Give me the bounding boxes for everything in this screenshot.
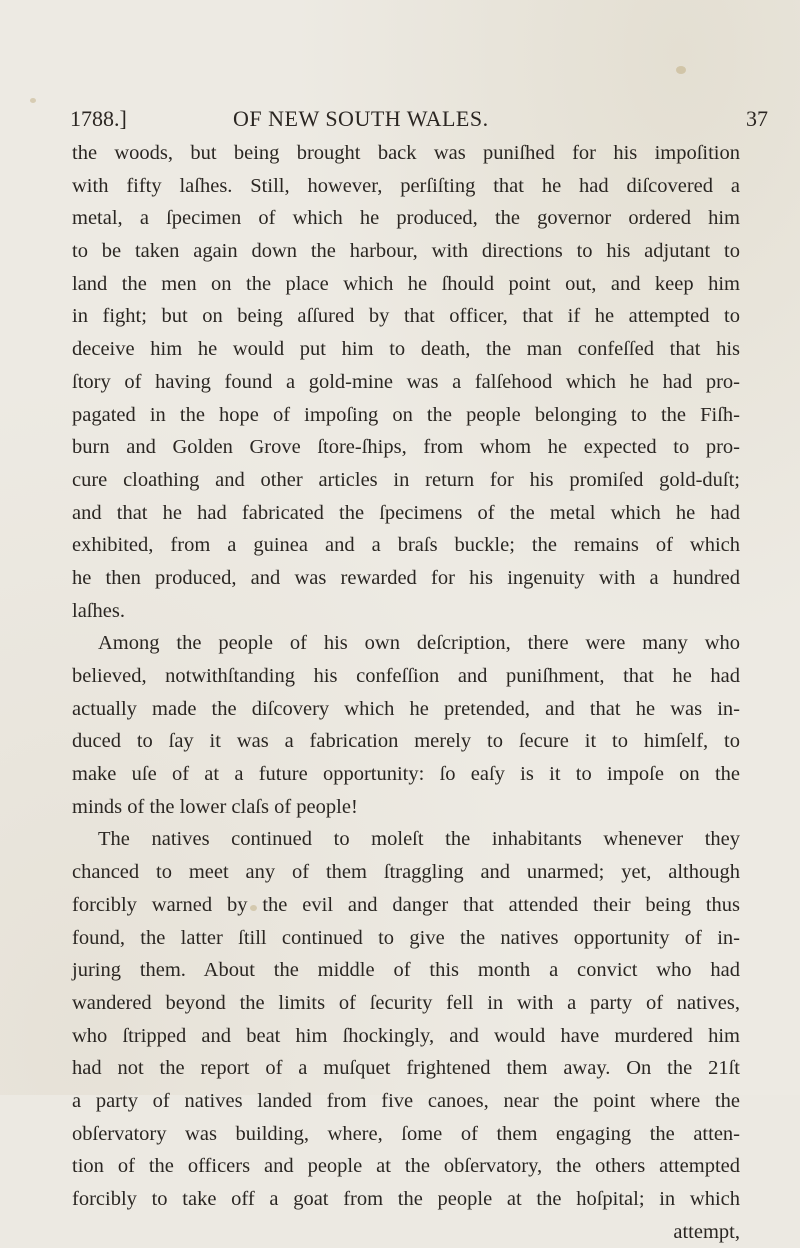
text-line: actually made the diſcovery which he pretended, and that he was in- (72, 697, 740, 720)
text-line: believed, notwithſtanding his confeſſion and puniſhment, that he had (72, 665, 740, 687)
header-year: 1788.] (70, 106, 127, 131)
text-line: juring them. About the middle of this month a convict who had (72, 959, 740, 982)
text-line: burn and Golden Grove ſtore-ſhips, from whom he expected to pro- (72, 436, 740, 459)
catchword: attempt, (673, 1220, 740, 1243)
text-line: in fight; but on being aſſured by that officer, that if he attempted to (72, 305, 740, 328)
text-line: laſhes. (72, 599, 125, 622)
text-line: minds of the lower claſs of people! (72, 795, 358, 818)
text-line: make uſe of at a future opportunity: ſo eaſy is it to impoſe on the (72, 763, 740, 786)
text-line: the woods, but being brought back was puniſhed for his impoſition (72, 142, 740, 164)
running-header (70, 106, 770, 140)
text-line: metal, a ſpecimen of which he produced, the governor ordered him (72, 207, 740, 230)
text-line: exhibited, from a guinea and a braſs buckle; the remains of which (72, 534, 740, 557)
text-line: he then produced, and was rewarded for his ingenuity with a hundred (72, 566, 740, 589)
text-line: forcibly warned by the evil and danger that attended their being thus (72, 893, 740, 916)
text-line: and that he had fabricated the ſpecimens of the metal which he had (72, 501, 740, 524)
text-line: with fifty laſhes. Still, however, perſiſting that he had diſcovered a (72, 174, 740, 197)
text-line: duced to ſay it was a fabrication merely to ſecure it to himſelf, to (72, 730, 740, 753)
text-line: a party of natives landed from five canoes, near the point where the (72, 1089, 740, 1112)
paper-stain (676, 66, 686, 74)
text-line: tion of the officers and people at the obſervatory, the others attempted (72, 1155, 740, 1178)
header-title: OF NEW SOUTH WALES. (233, 106, 489, 131)
text-line: pagated in the hope of impoſing on the people belonging to the Fiſh- (72, 403, 740, 426)
text-line: had not the report of a muſquet frightened them away. On the 21ſt (72, 1057, 740, 1080)
text-line: obſervatory was building, where, ſome of them engaging the atten- (72, 1122, 740, 1145)
text-line: land the men on the place which he ſhould point out, and keep him (72, 272, 740, 295)
text-line: chanced to meet any of them ſtraggling and unarmed; yet, although (72, 861, 740, 884)
text-line: wandered beyond the limits of ſecurity fell in with a party of natives, (72, 991, 740, 1014)
text-line: ſtory of having found a gold-mine was a falſehood which he had pro- (72, 370, 740, 393)
text-line: who ſtripped and beat him ſhockingly, and would have murdered him (72, 1024, 740, 1047)
text-line: cure cloathing and other articles in return for his promiſed gold-duſt; (72, 468, 740, 491)
text-line: Among the people of his own deſcription, there were many who (98, 632, 740, 655)
paper-stain (30, 98, 36, 103)
body-text (72, 137, 740, 1248)
text-line: to be taken again down the harbour, with directions to his adjutant to (72, 240, 740, 263)
text-line: forcibly to take off a goat from the people at the hoſpital; in which (72, 1188, 740, 1210)
text-line: found, the latter ſtill continued to give the natives opportunity of in- (72, 926, 740, 949)
text-line: The natives continued to moleſt the inhabitants whenever they (98, 828, 740, 851)
text-line: deceive him he would put him to death, the man confeſſed that his (72, 338, 740, 361)
page-number: 37 (746, 106, 768, 131)
